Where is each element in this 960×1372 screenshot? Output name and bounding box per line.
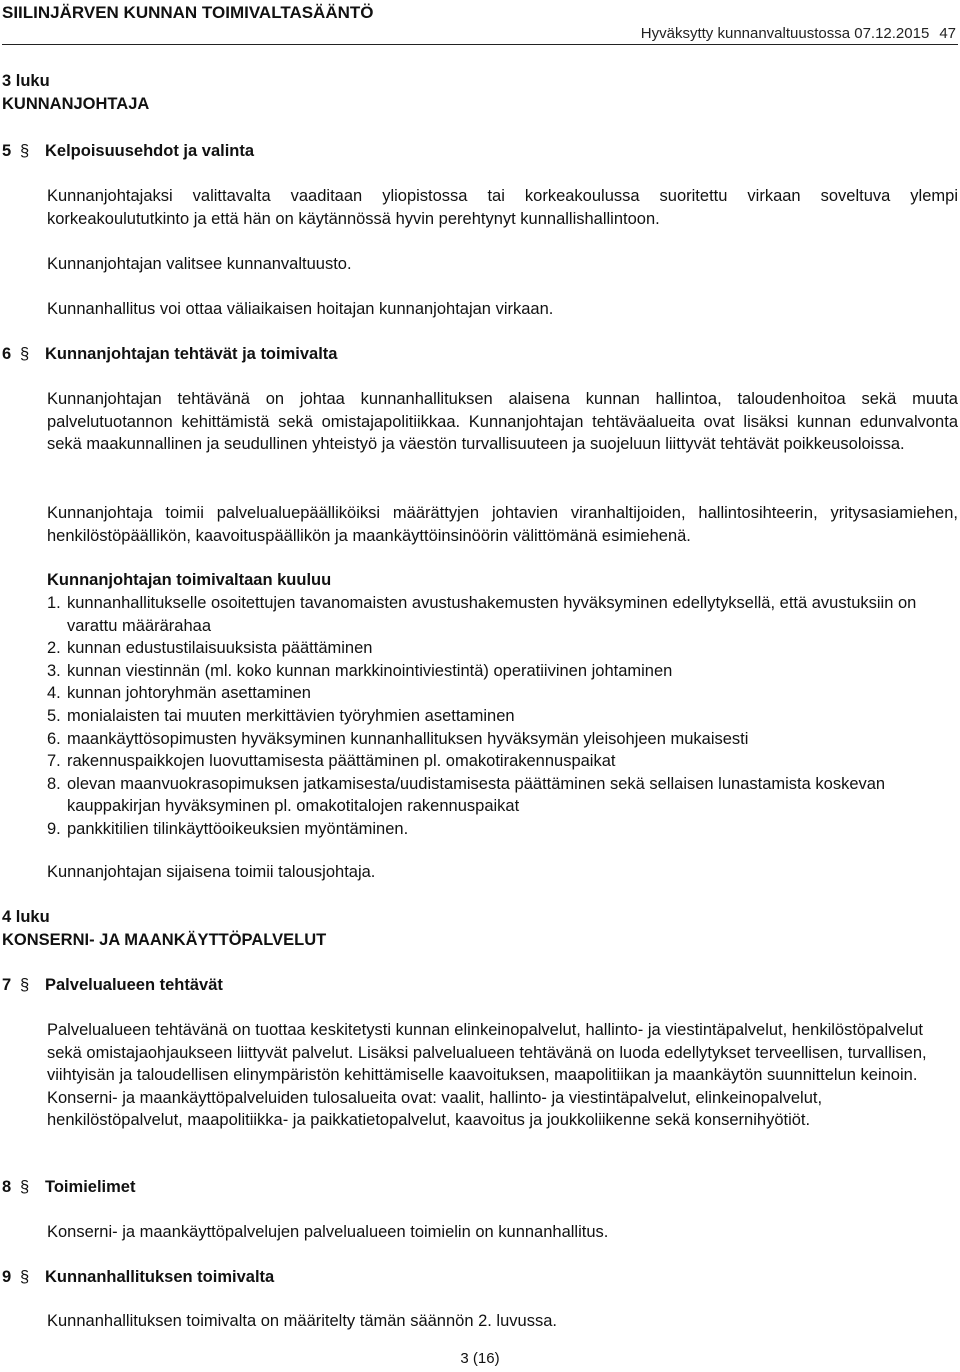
list-item: 1. kunnanhallitukselle osoitettujen tavanomaisten avustushakemusten hyväksyminen edellytyksellä, että avustuksiin on varattu määrärahaa [47, 594, 917, 635]
section-6-paragraph-3: Kunnanjohtajan sijaisena toimii talousjohtaja. [47, 863, 376, 881]
section-symbol: § [20, 1268, 30, 1286]
page-header [2, 0, 958, 45]
document-title: SIILINJÄRVEN KUNNAN TOIMIVALTASÄÄNTÖ [2, 3, 374, 22]
section-5-paragraph-1: Kunnanjohtajaksi valittavalta vaaditaan yliopistossa tai korkeakoulussa suoritettu virkaan soveltuva ylempi korkeakoulututkinto ja että hän on käytännössä hyvin perehtynyt kunnallishallintoon. [47, 187, 958, 228]
section-8-heading [2, 1176, 956, 1199]
section-symbol: § [20, 976, 30, 994]
section-title: Toimielimet [45, 1178, 136, 1196]
section-number: 9 [2, 1268, 12, 1286]
section-8-paragraph-1: Konserni- ja maankäyttöpalvelujen palvelualueen toimielin on kunnanhallitus. [47, 1223, 609, 1241]
section-number: 5 [2, 142, 12, 160]
section-7-heading [2, 974, 956, 997]
section-title: Kelpoisuusehdot ja valinta [45, 142, 255, 160]
list-item: 2. kunnan edustustilaisuuksista päättäminen [47, 639, 373, 658]
section-title: Kunnanhallituksen toimivalta [45, 1268, 275, 1286]
section-number: 8 [2, 1178, 12, 1196]
list-item: 5. monialaisten tai muuten merkittävien työryhmien asettaminen [47, 706, 515, 725]
chapter-3-label: 3 luku [2, 72, 50, 90]
section-6-paragraph-2: Kunnanjohtaja toimii palvelualuepäälliköiksi määrättyjen johtavien viranhaltijoiden, hallintosihteerin, yritysasiamiehen, henkilöstöpäällikön, kaavoituspäällikön ja maankäyttöinsinöörin välittömänä esimiehenä. [47, 504, 958, 545]
list-item: 6. maankäyttösopimusten hyväksyminen kunnanhallituksen hyväksymän yleisohjeen mukaisesti [47, 729, 749, 748]
chapter-4-label: 4 luku [2, 908, 50, 926]
section-number: 7 [2, 976, 12, 994]
list-item: 7. rakennuspaikkojen luovuttamisesta päättäminen pl. omakotirakennuspaikat [47, 752, 616, 771]
list-item: 9. pankkitilien tilinkäyttöoikeuksien myöntäminen. [47, 819, 409, 838]
section-9-paragraph-1: Kunnanhallituksen toimivalta on määritelty tämän säännön 2. luvussa. [47, 1312, 557, 1330]
header-meta [641, 25, 956, 43]
section-6-list [47, 592, 957, 841]
section-5-paragraph-3: Kunnanhallitus voi ottaa väliaikaisen hoitajan kunnanjohtajan virkaan. [47, 300, 554, 318]
list-item: 4. kunnan johtoryhmän asettaminen [47, 684, 311, 703]
list-item: 3. kunnan viestinnän (ml. koko kunnan markkinointiviestintä) operatiivinen johtaminen [47, 661, 673, 680]
section-title: Palvelualueen tehtävät [45, 976, 223, 994]
section-title: Kunnanjohtajan tehtävät ja toimivalta [45, 345, 338, 363]
section-6-paragraph-1: Kunnanjohtajan tehtävänä on johtaa kunnanhallituksen alaisena kunnan hallintoa, taloudenhoitoa sekä muuta palvelutuotannon kehittämistä sekä omistajapolitiikkaa. Kunnanjohtajan tehtäväalueita ovat lisäksi kunnan edunvalvonta sekä maakunnallinen ja seudullinen yhteistyö ja väestön turvallisuuteen ja suojeluun liittyvät tehtävät poikkeusoloissa. [47, 390, 958, 454]
section-symbol: § [20, 345, 30, 363]
chapter-4-title: KONSERNI- JA MAANKÄYTTÖPALVELUT [2, 931, 327, 949]
list-item: 8. olevan maanvuokrasopimuksen jatkamisesta/uudistamisesta päättäminen sekä sellaisen lunastamista koskevan kauppakirjan hyväksyminen pl. omakotitalojen rakennuspaikat [47, 774, 886, 816]
section-6-list-heading: Kunnanjohtajan toimivaltaan kuuluu [47, 571, 332, 589]
section-5-paragraph-2: Kunnanjohtajan valitsee kunnanvaltuusto. [47, 255, 352, 273]
chapter-3-title: KUNNANJOHTAJA [2, 95, 150, 113]
section-number: 6 [2, 345, 12, 363]
page-footer: 3 (16) [460, 1350, 500, 1367]
section-9-heading [2, 1266, 956, 1289]
section-symbol: § [20, 142, 30, 160]
section-6-heading [2, 343, 956, 366]
approval-date: Hyväksytty kunnanvaltuustossa 07.12.2015 [640, 25, 930, 42]
section-5-heading [2, 140, 956, 163]
section-symbol: § [20, 1178, 30, 1196]
section-7-paragraph-1: Palvelualueen tehtävänä on tuottaa keskitetysti kunnan elinkeinopalvelut, hallinto- ja viestintäpalvelut, henkilöstöpalvelut sekä omistajaohjaukseen liittyvät palvelut. Lisäksi palvelualueen tehtävänä on luoda edellytykset terveellisen, turvallisen, viihtyisän ja taloudellisen elinympäristön kehittämiselle kaavoituksen, maapolitiikan ja maankäytön suunnittelun keinoin. Konserni- ja maankäyttöpalveluiden tulosalueita ovat: vaalit, hallinto- ja viestintäpalvelut, elinkeinopalvelut, henkilöstöpalvelut, maapolitiikka- ja paikkatietopalvelut, kaavoitus ja joukkoliikenne sekä konsernihyötiöt. [47, 1021, 927, 1130]
header-page-number: 47 [939, 25, 956, 42]
